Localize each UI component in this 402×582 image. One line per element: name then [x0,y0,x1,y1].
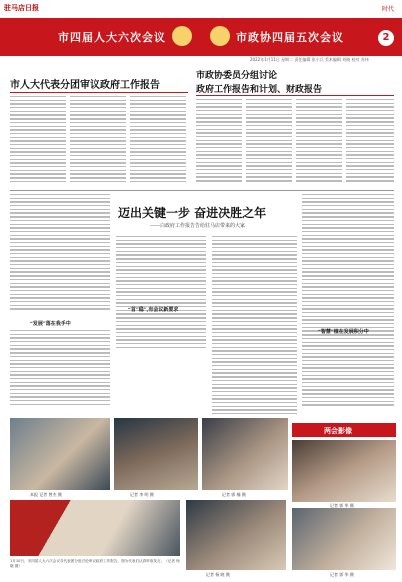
photo-delegates-vote [292,508,396,570]
article-body-column [10,330,110,410]
photo-group-discussion [10,500,180,556]
section-label: 时代 [381,6,394,13]
national-emblem-icon [172,26,192,46]
article-body-column [296,99,342,186]
photo-member-reading [186,500,286,570]
photo-caption: 记者 郭 华 摄 [330,572,354,577]
divider [196,95,394,96]
session-banner [0,18,402,56]
photo-section-label-text: 两会影像 [324,427,352,435]
article-body-column [346,99,394,186]
photo-committee-members [202,418,288,490]
feature-subtitle: ——白政府工作报告告给驻马店带来的大家 [150,223,246,229]
article-body-column [196,99,242,186]
masthead-top [0,0,402,20]
article-body-column [130,96,186,186]
photo-session-hall [292,440,396,502]
article-title-cppcc-1: 市政协委员分组讨论 [196,71,278,81]
divider [10,92,188,93]
sub-heading: “发展”落在我手中 [30,321,71,327]
photo-section-label [292,423,396,437]
sub-heading: “智慧”植在发展积分中 [318,329,369,335]
banner-right-title: 市政协四届五次会议 [236,31,344,44]
page-number: 2 [378,30,394,46]
article-body-column [302,194,394,420]
article-body-column [70,96,126,186]
cppcc-emblem-icon [210,26,230,46]
photo-caption: 记者 李 明 摄 [130,492,154,497]
article-title-nprc: 市人大代表分团审议政府工作报告 [10,80,160,91]
bottom-photo-note: 1月10日，市四届人大六次会议各代表团分组讨论审议政府工作报告。图为代表们认真听取发言。（记者 杨晓 摄） [10,559,180,568]
sub-heading: “首”稳”,有会议新要求 [128,307,179,313]
newspaper-logo: 驻马店日报 [4,4,39,12]
feature-title: 迈出关键一步 奋进决胜之年 [118,206,267,220]
section-divider [10,190,394,191]
photo-caption: 记者 杨 晓 摄 [206,572,230,577]
photo-delegates [10,418,110,490]
photo-caption: 记者 郭 楠 摄 [222,492,246,497]
article-body-column [116,236,206,356]
article-body-column [212,236,297,426]
article-body-column [246,99,292,186]
article-body-column [10,96,66,186]
photo-delegate-speaking [114,418,198,490]
edition-meta: 2022年1月11日 星期二 责任编辑 张小兵 美术编辑 刘晓 校对 苏伟 [250,57,369,62]
photo-caption: 本报 记者 曾杰 摄 [30,492,62,497]
banner-left-title: 市四届人大六次会议 [58,31,166,44]
article-body-column [10,194,110,314]
article-title-cppcc-2: 政府工作报告和计划、财政报告 [196,85,323,95]
photo-caption: 记者 郭 华 摄 [330,503,354,508]
